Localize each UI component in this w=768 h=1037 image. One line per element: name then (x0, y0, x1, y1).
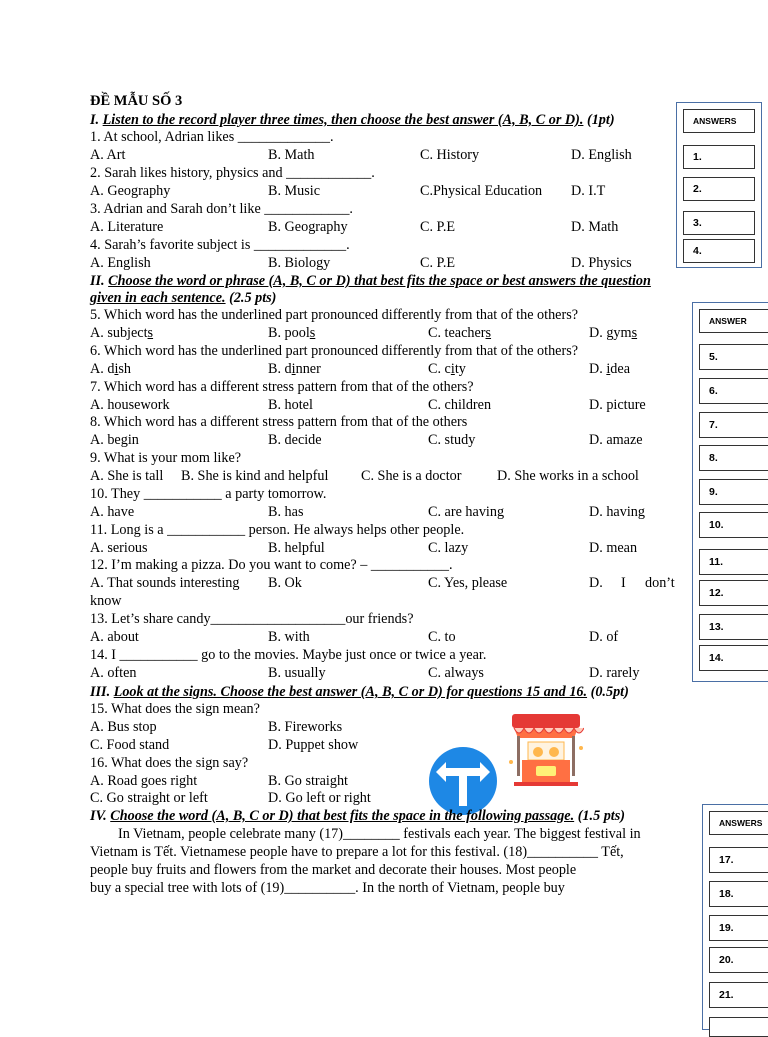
question-1-option-b[interactable]: B. Math (268, 147, 315, 163)
section-3-heading: III. Look at the signs. Choose the best answer (A, B, C or D) for questions 15 and 16. (0.5pt) (90, 684, 629, 700)
page-title: ĐỀ MẪU SỐ 3 (90, 93, 183, 109)
question-12-option-b[interactable]: B. Ok (268, 575, 302, 591)
question-3-option-c[interactable]: C. P.E (420, 219, 456, 235)
question-15-option-c[interactable]: C. Food stand (90, 737, 170, 753)
answer-field-6[interactable]: 6. (699, 378, 768, 404)
question-13-option-a[interactable]: A. about (90, 629, 139, 645)
question-5-option-b[interactable]: B. pools (268, 325, 316, 341)
question-2-option-c[interactable]: C.Physical Education (420, 183, 543, 199)
section-1-heading: I. Listen to the record player three times, then choose the best answer (A, B, C or D). (1pt) (90, 112, 615, 128)
question-16-option-d[interactable]: D. Go left or right (268, 790, 371, 806)
question-10-stem: 10. They ___________ a party tomorrow. (90, 486, 327, 502)
question-11-option-a[interactable]: A. serious (90, 540, 148, 556)
question-5-stem: 5. Which word has the underlined part pronounced differently from that of the others? (90, 307, 579, 323)
question-8-option-b[interactable]: B. decide (268, 432, 322, 448)
answer-field-19[interactable]: 19. (709, 915, 768, 941)
question-12-option-d-wrap: know (90, 593, 122, 609)
question-15-option-b[interactable]: B. Fireworks (268, 719, 343, 735)
section-4-heading: IV. Choose the word (A, B, C or D) that best fits the space in the following passage. (1.5 pts) (90, 808, 625, 824)
question-14-option-a[interactable]: A. often (90, 665, 137, 681)
question-8-option-c[interactable]: C. study (428, 432, 476, 448)
question-2-stem: 2. Sarah likes history, physics and ____________. (90, 165, 375, 181)
question-10-option-d[interactable]: D. having (589, 504, 645, 520)
question-12-option-c[interactable]: C. Yes, please (428, 575, 508, 591)
question-7-option-b[interactable]: B. hotel (268, 397, 313, 413)
passage-line-1: In Vietnam, people celebrate many (17)________ festivals each year. The biggest festival in (118, 826, 641, 842)
question-13-stem: 13. Let’s share candy___________________our friends? (90, 611, 414, 627)
answer-box-2 (692, 302, 768, 682)
answer-field-3[interactable]: 3. (683, 211, 755, 235)
question-7-option-c[interactable]: C. children (428, 397, 492, 413)
question-11-stem: 11. Long is a ___________ person. He always helps other people. (90, 522, 465, 538)
answer-field-2[interactable]: 2. (683, 177, 755, 201)
answer-box-3 (702, 804, 768, 1030)
question-3-stem: 3. Adrian and Sarah don’t like ____________. (90, 201, 353, 217)
question-16-option-b[interactable]: B. Go straight (268, 773, 348, 789)
question-2-option-b[interactable]: B. Music (268, 183, 321, 199)
question-6-option-d[interactable]: D. idea (589, 361, 630, 377)
answer-field-20[interactable]: 20. (709, 947, 768, 973)
question-5-option-a[interactable]: A. subjects (90, 325, 154, 341)
passage-line-3: people buy fruits and flowers from the market and decorate their houses. Most people (90, 862, 577, 878)
answer-box-2-header: ANSWER (699, 309, 768, 333)
answer-field-7[interactable]: 7. (699, 412, 768, 438)
question-6-option-c[interactable]: C. city (428, 361, 466, 377)
question-7-option-a[interactable]: A. housework (90, 397, 170, 413)
question-14-option-d[interactable]: D. rarely (589, 665, 640, 681)
section-2-heading-line1: II. Choose the word or phrase (A, B, C or D) that best fits the space or best answers the question (90, 273, 651, 289)
answer-field-12[interactable]: 12. (699, 580, 768, 606)
question-3-option-d[interactable]: D. Math (571, 219, 619, 235)
question-9-option-a[interactable]: A. She is tall (90, 468, 164, 484)
question-2-option-a[interactable]: A. Geography (90, 183, 171, 199)
question-9-option-b[interactable]: B. She is kind and helpful (181, 468, 329, 484)
question-16-option-c[interactable]: C. Go straight or left (90, 790, 208, 806)
question-1-option-d[interactable]: D. English (571, 147, 632, 163)
answer-field-1[interactable]: 1. (683, 145, 755, 169)
question-12-stem: 12. I’m making a pizza. Do you want to come? – ___________. (90, 557, 453, 573)
question-15-option-d[interactable]: D. Puppet show (268, 737, 359, 753)
question-8-option-a[interactable]: A. begin (90, 432, 139, 448)
question-11-option-b[interactable]: B. helpful (268, 540, 325, 556)
answer-box-1-header: ANSWERS (683, 109, 755, 133)
question-6-option-b[interactable]: B. dinner (268, 361, 321, 377)
question-4-option-b[interactable]: B. Biology (268, 255, 331, 271)
answer-field-4[interactable]: 4. (683, 239, 755, 263)
answer-field-22-partial[interactable] (709, 1017, 768, 1037)
question-4-option-a[interactable]: A. English (90, 255, 151, 271)
answer-box-3-header: ANSWERS (709, 811, 768, 835)
question-1-option-c[interactable]: C. History (420, 147, 480, 163)
question-14-option-c[interactable]: C. always (428, 665, 484, 681)
question-4-option-d[interactable]: D. Physics (571, 255, 632, 271)
answer-field-18[interactable]: 18. (709, 881, 768, 907)
question-7-stem: 7. Which word has a different stress pattern from that of the others? (90, 379, 474, 395)
answer-field-11[interactable]: 11. (699, 549, 768, 575)
question-10-option-c[interactable]: C. are having (428, 504, 505, 520)
answer-field-13[interactable]: 13. (699, 614, 768, 640)
question-1-stem: 1. At school, Adrian likes _____________. (90, 129, 334, 145)
question-7-option-d[interactable]: D. picture (589, 397, 646, 413)
go-left-or-right-sign-icon (428, 746, 498, 816)
question-13-option-b[interactable]: B. with (268, 629, 310, 645)
question-15-stem: 15. What does the sign mean? (90, 701, 260, 717)
question-9-option-c[interactable]: C. She is a doctor (361, 468, 462, 484)
question-4-option-c[interactable]: C. P.E (420, 255, 456, 271)
question-10-option-a[interactable]: A. have (90, 504, 135, 520)
question-3-option-b[interactable]: B. Geography (268, 219, 348, 235)
question-9-option-d[interactable]: D. She works in a school (497, 468, 639, 484)
question-10-option-b[interactable]: B. has (268, 504, 304, 520)
question-5-option-c[interactable]: C. teachers (428, 325, 492, 341)
answer-field-17[interactable]: 17. (709, 847, 768, 873)
question-14-stem: 14. I ___________ go to the movies. Maybe just once or twice a year. (90, 647, 487, 663)
question-8-stem: 8. Which word has a different stress pattern from that of the others (90, 414, 468, 430)
question-16-stem: 16. What does the sign say? (90, 755, 249, 771)
answer-field-10[interactable]: 10. (699, 512, 768, 538)
question-3-option-a[interactable]: A. Literature (90, 219, 164, 235)
question-16-option-a[interactable]: A. Road goes right (90, 773, 198, 789)
question-14-option-b[interactable]: B. usually (268, 665, 326, 681)
food-stand-icon (508, 712, 584, 788)
answer-field-14[interactable]: 14. (699, 645, 768, 671)
passage-line-4: buy a special tree with lots of (19)__________. In the north of Vietnam, people buy (90, 880, 565, 896)
question-13-option-d[interactable]: D. of (589, 629, 619, 645)
question-12-option-d-word2: don’t (645, 575, 675, 591)
section-2-heading-line2: given in each sentence. (2.5 pts) (90, 290, 277, 306)
question-15-option-a[interactable]: A. Bus stop (90, 719, 157, 735)
question-6-option-a[interactable]: A. dish (90, 361, 132, 377)
question-12-option-a[interactable]: A. That sounds interesting (90, 575, 240, 591)
answer-field-8[interactable]: 8. (699, 445, 768, 471)
question-2-option-d[interactable]: D. I.T (571, 183, 606, 199)
answer-box-1 (676, 102, 762, 268)
question-1-option-a[interactable]: A. Art (90, 147, 126, 163)
answer-field-9[interactable]: 9. (699, 479, 768, 505)
answer-field-21[interactable]: 21. (709, 982, 768, 1008)
question-9-stem: 9. What is your mom like? (90, 450, 242, 466)
question-12-option-d-letter[interactable]: D. (589, 575, 603, 591)
answer-field-5[interactable]: 5. (699, 344, 768, 370)
passage-line-2: Vietnam is Tết. Vietnamese people have to prepare a lot for this festival. (18)__________ Tết, (90, 844, 624, 860)
question-8-option-d[interactable]: D. amaze (589, 432, 643, 448)
question-6-stem: 6. Which word has the underlined part pronounced differently from that of the others? (90, 343, 579, 359)
question-12-option-d-word1: I (621, 575, 626, 591)
question-4-stem: 4. Sarah’s favorite subject is _____________. (90, 237, 350, 253)
question-11-option-c[interactable]: C. lazy (428, 540, 469, 556)
question-5-option-d[interactable]: D. gyms (589, 325, 638, 341)
question-11-option-d[interactable]: D. mean (589, 540, 638, 556)
question-13-option-c[interactable]: C. to (428, 629, 456, 645)
